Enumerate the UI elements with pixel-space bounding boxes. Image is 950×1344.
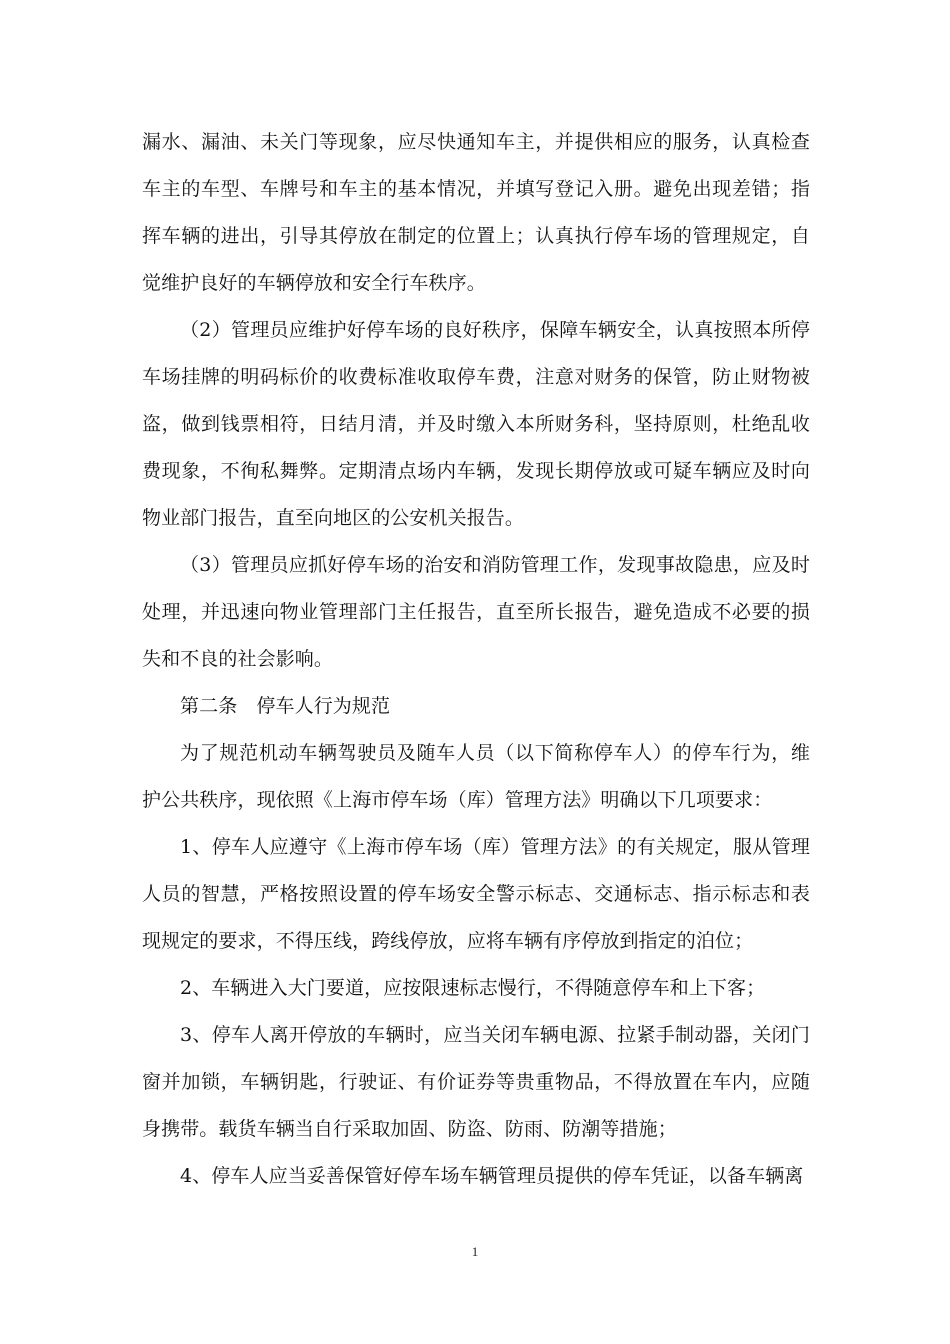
paragraph-item-2: 2、车辆进入大门要道，应按限速标志慢行，不得随意停车和上下客； bbox=[180, 977, 766, 999]
paragraph-item-1: 1、停车人应遵守《上海市停车场（库）管理方法》的有关规定，服从管理人员的智慧，严格按照设置的停车场安全警示标志、交通标志、指示标志和表现规定的要求，不得压线，跨线停放，应将车辆有序停放到指定的泊位； bbox=[142, 836, 810, 952]
section-heading-article-2: 第二条 停车人行为规范 bbox=[180, 695, 391, 717]
paragraph-intro: 为了规范机动车辆驾驶员及随车人员（以下简称停车人）的停车行为，维护公共秩序，现依照《上海市停车场（库）管理方法》明确以下几项要求： bbox=[142, 742, 810, 811]
paragraph-item-3: 3、停车人离开停放的车辆时，应当关闭车辆电源、拉紧手制动器，关闭门窗并加锁，车辆钥匙，行驶证、有价证券等贵重物品，不得放置在车内，应随身携带。载货车辆当自行采取加固、防盗、防雨、防潮等措施； bbox=[142, 1024, 810, 1140]
paragraph-clause-2: （2）管理员应维护好停车场的良好秩序，保障车辆安全，认真按照本所停车场挂牌的明码标价的收费标准收取停车费，注意对财务的保管，防止财物被盗，做到钱票相符，日结月清，并及时缴入本所财务科，坚持原则，杜绝乱收费现象，不徇私舞弊。定期清点场内车辆，发现长期停放或可疑车辆应及时向物业部门报告，直至向地区的公安机关报告。 bbox=[142, 319, 810, 529]
page-number: 1 bbox=[471, 1244, 479, 1259]
paragraph-item-4: 4、停车人应当妥善保管好停车场车辆管理员提供的停车凭证，以备车辆离 bbox=[180, 1165, 804, 1187]
paragraph-clause-3: （3）管理员应抓好停车场的治安和消防管理工作，发现事故隐患，应及时处理，并迅速向物业管理部门主任报告，直至所长报告，避免造成不必要的损失和不良的社会影响。 bbox=[142, 554, 810, 670]
document-body bbox=[142, 119, 810, 1200]
paragraph-continuation: 漏水、漏油、未关门等现象，应尽快通知车主，并提供相应的服务，认真检查车主的车型、车牌号和车主的基本情况，并填写登记入册。避免出现差错；指挥车辆的进出，引导其停放在制定的位置上；认真执行停车场的管理规定，自觉维护良好的车辆停放和安全行车秩序。 bbox=[142, 131, 810, 294]
